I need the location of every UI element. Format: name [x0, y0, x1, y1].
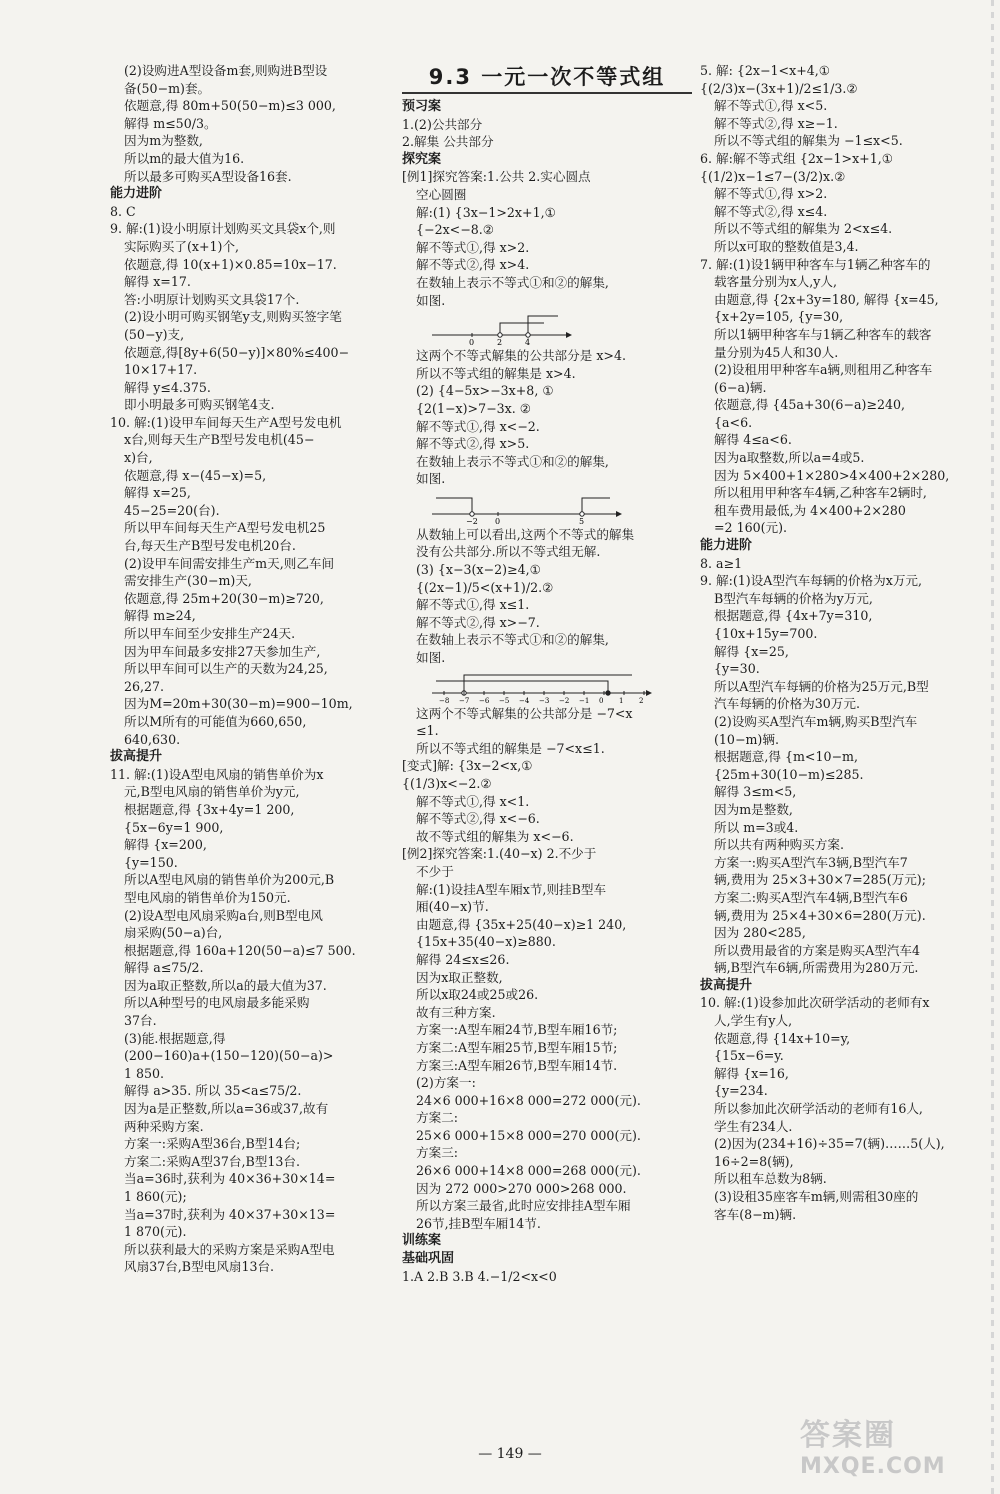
- text-line: 解不等式②,得 x≤4.: [714, 203, 828, 219]
- text-line: 当a=36时,获利为 40×36+30×14=: [124, 1171, 336, 1187]
- text-line: 16÷2=8(辆),: [714, 1153, 794, 1169]
- text-line: 所以最多可购买A型设备16套.: [124, 168, 292, 184]
- tick-label: −4: [519, 696, 530, 703]
- text-line: 640,630.: [124, 731, 181, 747]
- text-line: 依题意,得[8y+6(50−y)]×80%≤400−: [124, 344, 350, 360]
- text-line: 8. a≥1: [700, 555, 743, 571]
- text-line: 人,学生有y人,: [714, 1013, 793, 1029]
- text-line: (6−a)辆.: [714, 379, 767, 395]
- text-line: 解得 m≥24,: [124, 608, 196, 624]
- text-line: 载客量分别为x人,y人,: [714, 274, 837, 290]
- text-line: (10−m)辆.: [714, 731, 779, 747]
- text-line: 5. 解: {2x−1<x+4,①: [700, 63, 831, 78]
- block-example1-part2: [402, 347, 692, 488]
- tick-label: 4: [525, 338, 531, 346]
- text-line: 依题意,得 {45a+30(6−a)≥240,: [714, 397, 905, 413]
- tick-label: −3: [539, 696, 550, 703]
- text-line: 所以不等式组的解集是 −7<x≤1.: [416, 740, 605, 756]
- text-line: 汽车每辆的价格为30万元.: [714, 696, 860, 712]
- watermark-url: MXQE.COM: [800, 1454, 946, 1479]
- text-line: {25m+30(10−m)≤285.: [714, 766, 864, 782]
- text-line: 风扇37台,B型电风扇13台.: [124, 1259, 275, 1275]
- text-line: (3)能.根据题意,得: [124, 1030, 226, 1046]
- text-line: 所以x取24或25或26.: [416, 987, 539, 1003]
- text-line: x)台,: [124, 450, 153, 466]
- text-line: 1 850.: [124, 1065, 165, 1081]
- text-line: 所以租用甲种客车4辆,乙种客车2辆时,: [714, 485, 927, 501]
- text-line: 由题意,得 {35x+25(40−x)≥1 240,: [416, 916, 627, 932]
- text-line: 因为 272 000>270 000>268 000.: [416, 1180, 627, 1196]
- text-line: 1.A 2.B 3.B 4.−1/2<x<0: [402, 1268, 557, 1284]
- text-line: 不少于: [416, 863, 454, 879]
- text-line: 所以A型汽车每辆的价格为25万元,B型: [714, 678, 929, 694]
- text-line: {(1/3)x<−2.②: [402, 776, 492, 791]
- text-line: 解得 a≤75/2.: [124, 960, 204, 976]
- watermark-logo-text: 答案圈: [800, 1418, 896, 1453]
- text-line: {y=234.: [714, 1083, 768, 1099]
- block-variant-and-example2: [402, 705, 692, 1286]
- text-line: 方案一:购买A型汽车3辆,B型汽车7: [714, 854, 908, 870]
- text-line: 解得 m≤50/3。: [124, 115, 217, 131]
- text-line: 所以1辆甲种客车与1辆乙种客车的载客: [714, 326, 932, 342]
- text-line: 因为a取整数,所以a=4或5.: [714, 450, 865, 466]
- text-line: (2)设甲车间需安排生产m天,则乙车间: [124, 555, 335, 571]
- text-line: 1 860(元);: [124, 1189, 187, 1204]
- section-heading: 训练案: [402, 1233, 442, 1249]
- text-line: 依题意,得 x−(45−x)=5,: [124, 467, 267, 483]
- text-line: 方案一:A型车厢24节,B型车厢16节;: [416, 1022, 618, 1038]
- text-line: =2 160(元).: [714, 520, 788, 536]
- text-line: 所以租车总数为8辆.: [714, 1171, 827, 1187]
- number-line-3: [432, 669, 692, 703]
- tick-label: −8: [439, 696, 450, 703]
- text-line: 由题意,得 {2x+3y=180, 解得 {x=45,: [714, 291, 939, 307]
- text-line: 解不等式②,得 x>−7.: [416, 614, 540, 630]
- text-line: 解不等式②,得 x>5.: [416, 436, 530, 452]
- text-line: 备(50−m)套。: [124, 80, 211, 96]
- text-line: 所以甲车间至少安排生产24天.: [124, 626, 296, 641]
- tick-label: −7: [459, 696, 470, 703]
- text-line: {15x−6=y.: [714, 1048, 784, 1064]
- text-line: {15x+35(40−x)≥880.: [416, 934, 556, 950]
- text-line: 元,B型电风扇的销售单价为y元,: [124, 784, 300, 800]
- text-line: 解不等式①,得 x<−2.: [416, 418, 540, 434]
- text-line: 根据题意,得 160a+120(50−a)≤7 500.: [124, 942, 356, 958]
- text-line: {a<6.: [714, 414, 753, 430]
- text-line: 2.解集 公共部分: [402, 134, 494, 150]
- section-heading: 预习案: [402, 99, 442, 114]
- text-line: (2) {4−5x>−3x+8, ①: [416, 383, 554, 399]
- text-line: 解不等式①,得 x<1.: [416, 793, 530, 809]
- text-line: 26节,挂B型车厢14节.: [416, 1215, 541, 1231]
- text-line: {x+2y=105, {y=30,: [714, 309, 844, 325]
- text-line: x台,则每天生产B型号发电机(45−: [124, 432, 315, 448]
- text-line: 方案二:购买A型汽车4辆,B型汽车6: [714, 889, 908, 905]
- text-line: 从数轴上可以看出,这两个不等式的解集: [416, 526, 635, 542]
- text-line: 10×17+17.: [124, 362, 198, 378]
- text-line: 所以x可取的整数值是3,4.: [714, 238, 859, 254]
- text-line: 因为 280<285,: [714, 925, 806, 941]
- text-line: 所以共有两种购买方案.: [714, 837, 844, 853]
- text-line: 解得 3≤m<5,: [714, 784, 797, 800]
- text-line: 7. 解:(1)设1辆甲种客车与1辆乙种客车的: [700, 256, 931, 272]
- tick-label: −2: [559, 696, 570, 703]
- watermark: [800, 1410, 990, 1490]
- tick-label: 2: [639, 696, 644, 703]
- text-line: 6. 解:解不等式组 {2x−1>x+1,①: [700, 150, 894, 166]
- text-line: 如图.: [416, 650, 446, 666]
- text-line: 方案二:: [416, 1110, 459, 1126]
- text-line: 方案二:采购A型37台,B型13台.: [124, 1153, 300, 1169]
- text-line: 因为M=20m+30(30−m)=900−10m,: [124, 696, 353, 712]
- text-line: 26,27.: [124, 678, 165, 694]
- text-line: 所以 m=3或4.: [714, 819, 799, 835]
- text-line: {−2x<−8.②: [416, 222, 495, 238]
- text-line: (50−y)支,: [124, 326, 185, 342]
- section-heading: 拔高提升: [700, 977, 753, 993]
- text-line: {(1/2)x−1≤7−(3/2)x.②: [700, 168, 846, 184]
- number-line-1: [432, 311, 692, 345]
- text-line: 解得 {x=200,: [124, 837, 207, 853]
- text-line: 1.(2)公共部分: [402, 116, 483, 132]
- tick-label: −1: [579, 696, 590, 703]
- tick-label: 2: [497, 338, 503, 346]
- tick-label: −6: [479, 696, 490, 703]
- text-line: 型电风扇的销售单价为150元.: [124, 889, 291, 905]
- text-line: {y=30.: [714, 661, 760, 677]
- text-line: 24×6 000+16×8 000=272 000(元).: [416, 1092, 641, 1108]
- text-line: 因为m是整数,: [714, 801, 793, 817]
- text-line: 25×6 000+15×8 000=270 000(元).: [416, 1127, 641, 1143]
- text-line: 解得 y≤4.375.: [124, 379, 211, 395]
- block-example1-part3: [402, 526, 692, 667]
- text-line: 解不等式②,得 x<−6.: [416, 811, 540, 827]
- text-line: 故有三种方案.: [416, 1004, 496, 1020]
- text-line: (2)设购进A型设备m套,则购进B型设: [124, 63, 328, 78]
- text-line: 在数轴上表示不等式①和②的解集,: [416, 274, 609, 290]
- text-line: {(2/3)x−(3x+1)/2≤1/3.②: [700, 80, 858, 96]
- text-line: (2)设购买A型汽车m辆,购买B型汽车: [714, 713, 918, 729]
- column-left: [110, 62, 392, 1276]
- scan-edge-decoration: [991, 0, 994, 1494]
- text-line: 故不等式组的解集为 x<−6.: [416, 828, 574, 844]
- text-line: (2)设A型电风扇采购a台,则B型电风: [124, 907, 323, 923]
- text-line: 解不等式①,得 x>2.: [714, 186, 828, 202]
- text-line: [例2]探究答案:1.(40−x) 2.不少于: [402, 846, 597, 862]
- text-line: 所以M所有的可能值为660,650,: [124, 713, 307, 729]
- text-line: 方案三:: [416, 1145, 459, 1161]
- text-line: 解不等式①,得 x<5.: [714, 98, 828, 114]
- text-line: {y=150.: [124, 854, 178, 870]
- text-line: 解得 4≤a<6.: [714, 432, 792, 448]
- text-line: 依题意,得 80m+50(50−m)≤3 000,: [124, 98, 336, 114]
- text-line: 辆,B型汽车6辆,所需费用为280万元.: [714, 960, 919, 976]
- column-right: [700, 62, 982, 1223]
- text-line: 需安排生产(30−m)天,: [124, 573, 252, 589]
- text-line: 所以A种型号的电风扇最多能采购: [124, 995, 310, 1011]
- text-line: 所以参加此次研学活动的老师有16人,: [714, 1101, 923, 1117]
- section-heading: 能力进阶: [700, 538, 753, 554]
- text-line: 方案二:A型车厢25节,B型车厢15节;: [416, 1039, 618, 1055]
- text-line: 所以不等式组的解集是 x>4.: [416, 365, 576, 381]
- text-line: 辆,费用为 25×3+30×7=285(万元);: [714, 872, 926, 888]
- text-line: 租车费用最低,为 4×400+2×280: [714, 502, 906, 518]
- text-line: 解不等式②,得 x≥−1.: [714, 115, 838, 131]
- text-line: 解得 a>35. 所以 35<a≤75/2.: [124, 1083, 302, 1099]
- text-line: 解不等式②,得 x>4.: [416, 257, 530, 273]
- text-line: 解得 24≤x≤26.: [416, 951, 510, 967]
- text-line: {5x−6y=1 900,: [124, 819, 224, 835]
- text-line: 解得 {x=25,: [714, 643, 789, 659]
- text-line: 辆,费用为 25×4+30×6=280(万元).: [714, 907, 926, 923]
- page-number: — 149 —: [478, 1446, 542, 1462]
- section-heading: 拔高提升: [110, 749, 163, 765]
- text-line: 因为m为整数,: [124, 133, 203, 149]
- tick-label: 0: [469, 338, 475, 346]
- text-line: 所以甲车间每天生产A型号发电机25: [124, 520, 326, 536]
- text-line: 所以获利最大的采购方案是采购A型电: [124, 1241, 335, 1257]
- text-line: 26×6 000+14×8 000=268 000(元).: [416, 1163, 641, 1179]
- text-line: 没有公共部分.所以不等式组无解.: [416, 544, 601, 560]
- text-line: 因为 5×400+1×280>4×400+2×280,: [714, 467, 950, 483]
- text-line: 37台.: [124, 1013, 157, 1029]
- text-line: 扇采购(50−a)台,: [124, 925, 223, 941]
- text-line: 方案三:A型车厢26节,B型车厢14节.: [416, 1057, 618, 1073]
- tick-label: −2: [466, 516, 478, 524]
- text-line: 所以甲车间可以生产的天数为24,25,: [124, 661, 328, 677]
- section-heading: 探究案: [402, 151, 442, 167]
- text-line: (2)方案一:: [416, 1075, 476, 1091]
- text-line: 空心圆圈: [416, 186, 467, 202]
- text-line: 根据题意,得 {3x+4y=1 200,: [124, 801, 295, 817]
- text-line: 答:小明原计划购买文具袋17个.: [124, 291, 300, 307]
- text-line: (3) {x−3(x−2)≥4,①: [416, 562, 541, 578]
- text-line: 所以费用最省的方案是购买A型汽车4: [714, 942, 921, 958]
- text-line: [变式]解: {3x−2<x,①: [402, 758, 533, 774]
- text-line: 依题意,得 {14x+10=y,: [714, 1030, 851, 1046]
- text-line: (3)设租35座客车m辆,则需租30座的: [714, 1189, 919, 1204]
- text-line: B型汽车每辆的价格为y万元,: [714, 590, 873, 606]
- text-line: 方案一:采购A型36台,B型14台;: [124, 1136, 301, 1152]
- tick-label: 1: [619, 696, 624, 703]
- number-line-2: [432, 490, 692, 524]
- text-line: 当a=37时,获利为 40×37+30×13=: [124, 1206, 336, 1222]
- text-line: 即小明最多可购买钢笔4支.: [124, 397, 275, 413]
- text-line: 10. 解:(1)设参加此次研学活动的老师有x: [700, 995, 930, 1011]
- text-line: 因为a取正整数,所以a的最大值为37.: [124, 977, 327, 993]
- section-heading: 能力进阶: [110, 186, 163, 202]
- text-line: 解得 {x=16,: [714, 1065, 789, 1081]
- text-line: 依题意,得 25m+20(30−m)≥720,: [124, 590, 324, 606]
- text-line: 因为a是正整数,所以a=36或37,故有: [124, 1101, 329, 1117]
- text-line: (2)设租用甲种客车a辆,则租用乙种客车: [714, 362, 933, 378]
- section-title: 9.3 一元一次不等式组: [402, 62, 692, 94]
- text-line: 解:(1)设挂A型车厢x节,则挂B型车: [416, 881, 607, 897]
- text-line: 学生有234人.: [714, 1118, 793, 1134]
- tick-label: −5: [499, 696, 510, 703]
- text-line: 两种采购方案.: [124, 1118, 204, 1134]
- text-line: 如图.: [416, 292, 446, 308]
- text-line: 根据题意,得 {4x+7y=310,: [714, 608, 873, 624]
- text-line: [例1]探究答案:1.公共 2.实心圆点: [402, 169, 591, 185]
- text-line: {(2x−1)/5<(x+1)/2.②: [416, 579, 554, 595]
- text-line: 这两个不等式解集的公共部分是 −7<x: [416, 705, 633, 721]
- text-line: 所以A型电风扇的销售单价为200元,B: [124, 872, 335, 888]
- text-line: ≤1.: [416, 723, 439, 739]
- text-line: 厢(40−x)节.: [416, 899, 489, 915]
- tick-label: 0: [599, 696, 604, 703]
- text-line: 所以不等式组的解集为 2<x≤4.: [714, 221, 893, 237]
- text-line: (2)因为(234+16)÷35=7(辆)……5(人),: [714, 1136, 945, 1152]
- text-line: 解:(1) {3x−1>2x+1,①: [416, 204, 556, 220]
- text-line: 如图.: [416, 471, 446, 487]
- text-line: 解不等式①,得 x≤1.: [416, 597, 530, 613]
- text-line: 台,每天生产B型号发电机20台.: [124, 538, 296, 554]
- tick-label: 0: [495, 516, 501, 524]
- text-line: 1 870(元).: [124, 1224, 187, 1240]
- text-line: 11. 解:(1)设A型电风扇的销售单价为x: [110, 766, 324, 782]
- text-line: 这两个不等式解集的公共部分是 x>4.: [416, 348, 626, 364]
- text-line: 在数轴上表示不等式①和②的解集,: [416, 632, 609, 648]
- text-line: 因为x取正整数,: [416, 969, 503, 985]
- text-line: 因为甲车间最多安排27天参加生产,: [124, 643, 321, 659]
- text-line: 9. 解:(1)设小明原计划购买文具袋x个,则: [110, 221, 336, 237]
- text-line: 所以方案三最省,此时应安排挂A型车厢: [416, 1198, 631, 1214]
- text-line: {10x+15y=700.: [714, 626, 818, 641]
- text-line: 所以m的最大值为16.: [124, 150, 245, 166]
- block-preview-and-example1: [402, 98, 692, 309]
- text-line: 在数轴上表示不等式①和②的解集,: [416, 453, 609, 469]
- text-line: 量分别为45人和30人.: [714, 344, 839, 360]
- text-line: 解不等式①,得 x>2.: [416, 239, 530, 255]
- text-line: 根据题意,得 {m<10−m,: [714, 749, 859, 765]
- text-line: 实际购买了(x+1)个,: [124, 238, 240, 254]
- text-line: 解得 x=25,: [124, 485, 191, 501]
- text-line: {2(1−x)>7−3x. ②: [416, 400, 532, 416]
- text-line: 客车(8−m)辆.: [714, 1206, 797, 1222]
- text-line: 解得 x=17.: [124, 274, 191, 290]
- section-heading: 基础巩固: [402, 1251, 455, 1267]
- column-middle: [402, 62, 692, 1285]
- text-line: (2)设小明可购买钢笔y支,则购买签字笔: [124, 309, 342, 325]
- text-line: 所以不等式组的解集为 −1≤x<5.: [714, 133, 903, 149]
- text-line: 9. 解:(1)设A型汽车每辆的价格为x万元,: [700, 573, 923, 589]
- tick-label: 5: [579, 516, 585, 524]
- text-line: 10. 解:(1)设甲车间每天生产A型号发电机: [110, 414, 342, 430]
- text-line: (200−160)a+(150−120)(50−a)>: [124, 1048, 334, 1064]
- text-line: 45−25=20(台).: [124, 502, 220, 518]
- text-line: 8. C: [110, 203, 136, 219]
- text-line: 依题意,得 10(x+1)×0.85=10x−17.: [124, 256, 337, 272]
